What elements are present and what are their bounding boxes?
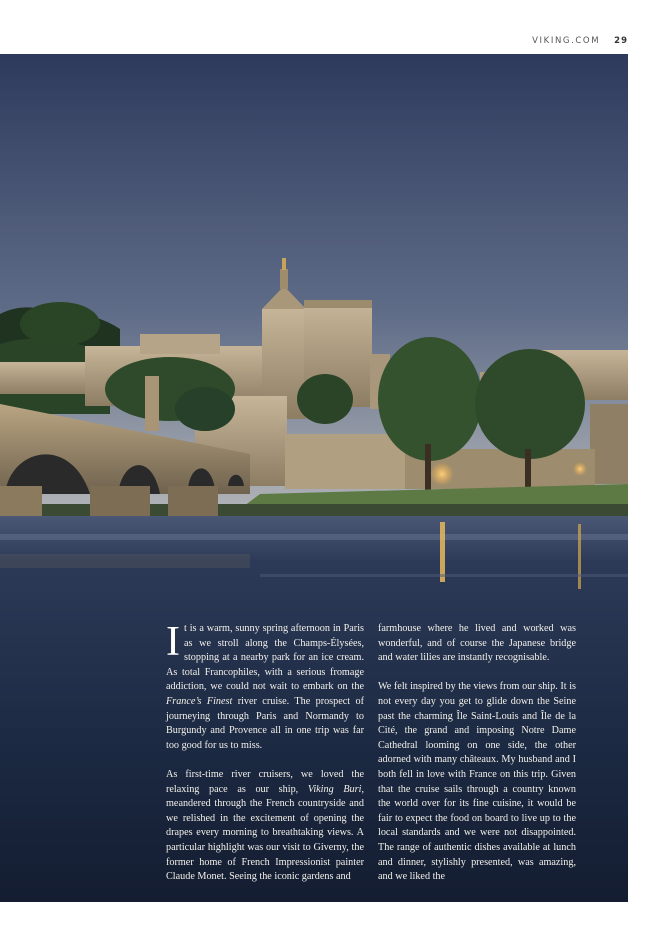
running-head [532, 36, 628, 46]
drop-cap: I [166, 619, 180, 665]
paragraph: We felt inspired by the views from our ship. It is not every day you get to glide down the Seine past the charming Île Saint-Louis and Île de la Cité, the grand and imposing Notre Dame Cathedral looming on one side, the other adorned with many châteaux. My husband and I both fell in love with France on this trip. Given that the cruise sails through a country known the world over for its fine cuisine, it would be fair to expect the food on board to live up to the local standards and we were not disappointed. The range of authentic dishes available at lunch and dinner, stylishly presented, was amazing, and we liked the [378, 681, 576, 883]
paragraph-text: t is a warm, sunny spring afternoon in Paris as we stroll along the Champs-Élysées, stopping at a nearby park for an ice cream. As total Francophiles, with a serious fromage addiction, we could not wait to embark on the [166, 623, 364, 693]
page-number: 29 [614, 36, 628, 46]
site-name: VIKING.COM [532, 36, 601, 46]
paragraph-text: , meandered through the French countryside and we relished in the excitement of opening the drapes every morning to breathtaking views. A particular highlight was our visit to Giverny, the former home of French Impressionist painter Claude Monet. Seeing the iconic gardens and [166, 783, 364, 883]
paragraph-text: river cruise. The prospect of journeying through Paris and Normandy to Burgundy and Provence all in one trip was far too good for us to miss. [166, 695, 364, 751]
ship-name: Viking Buri [307, 783, 362, 795]
paragraph [166, 619, 364, 753]
paragraph: farmhouse where he lived and worked was wonderful, and of course the Japanese bridge and water lilies are instantly recognisable. [378, 623, 576, 664]
article-column-left [166, 619, 364, 899]
article-column-right [378, 622, 576, 899]
paragraph-text: As first-time river cruisers, we loved the relaxing pace as our ship, [166, 768, 364, 795]
paragraph [166, 768, 364, 885]
ship-cruise-name: France’s Finest [166, 695, 233, 707]
